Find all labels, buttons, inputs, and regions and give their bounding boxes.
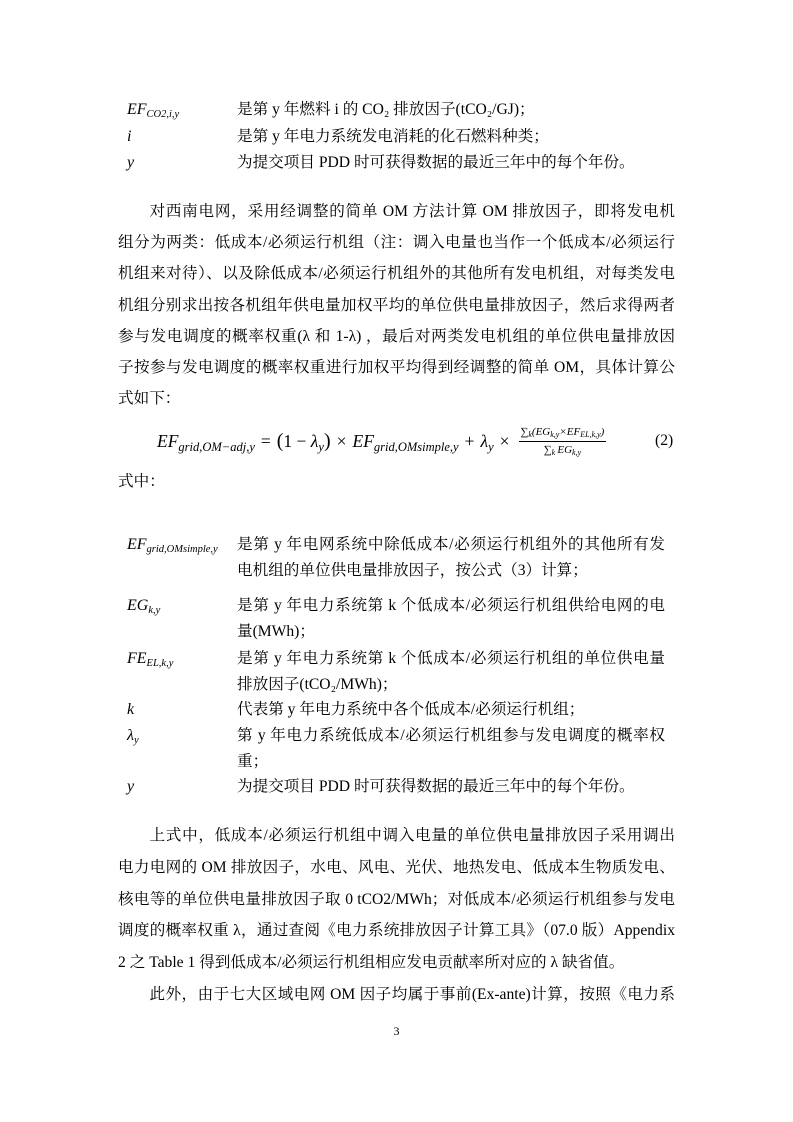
formula-ef-base: EF [352,430,374,451]
paragraph-ex-ante [118,979,675,1011]
definition-term [127,124,131,151]
definition-term [127,532,218,558]
term-base: i [127,128,132,145]
paragraph-line: 机组来对待）、以及除低成本/必须运行机组外的其他所有发电机组，对每类发电 [118,265,675,283]
paragraph-line: 调度的概率权重 λ，通过查阅《电力系统排放因子计算工具》（07.0 版）Appendix [118,922,675,940]
definition-line: 代表第 y 年电力系统中各个低成本/必须运行机组； [237,701,585,718]
definition-term [127,150,134,177]
formula-lambda-symbol: λ [310,430,319,451]
term-base: FE [127,650,147,667]
term-subscript: CO2,i,y [146,109,180,120]
definition-line: 是第 y 年电力系统发电消耗的化石燃料种类； [237,128,549,145]
formula-times: × [499,430,510,451]
paragraph-line: 组分为两类：低成本/必须运行机组（注：调入电量也当作一个低成本/必须运行 [118,234,675,252]
term-base: EF [127,101,147,118]
denominator-eg: EG [557,444,573,456]
definition-line: 量(MWh)； [237,622,315,640]
sum-symbol: ∑ [520,426,529,438]
numerator-ef-subscript: EL,k,y [580,430,601,439]
definition-text [237,97,665,124]
formula-equals: = [260,430,271,451]
definition-term [127,593,160,619]
formula-lambda [311,431,324,452]
definition-term [127,697,134,723]
definition-line: 是第 y 年电力系统第 k 个低成本/必须运行机组的单位供电量 [237,650,665,667]
definition-line: 是第 y 年电网系统中除低成本/必须运行机组外的其他所有发 [237,536,665,553]
definition-term [127,646,173,672]
equation-number: (2) [655,432,674,449]
formula-ef-subscript: grid,OMsimple,y [373,439,459,454]
definition-text [237,697,665,723]
term-base: k [127,701,135,718]
formula-times: × [336,430,347,451]
paragraph-om-method [118,196,675,414]
formula-lambda-subscript: y [488,439,494,454]
definition-term [127,723,139,749]
formula-lambda-symbol: λ [480,430,489,451]
definition-line: 为提交项目 PDD 时可获得数据的最近三年中的每个年份。 [237,778,635,795]
paragraph-low-cost-units [118,820,675,979]
sum-subscript: k [551,448,556,457]
page-number: 3 [393,1024,400,1038]
definition-text [237,150,665,177]
paragraph-line: 参与发电调度的概率权重(λ 和 1-λ) ，最后对两类发电机组的单位供电量排放因 [118,327,675,345]
formula-ef-simple [353,431,459,452]
numerator-eg-subscript: k,y [550,430,560,439]
formula-one-minus: 1 − [283,430,311,451]
paragraph-line: 此外，由于七大区域电网 OM 因子均属于事前(Ex-ante)计算，按照《电力系 [149,986,675,1003]
term-base: EG [127,597,149,614]
paragraph-line: 对西南电网，采用经调整的简单 OM 方法计算 OM 排放因子，即将发电机 [149,203,675,220]
formula-lambda [480,431,493,452]
formula-om-adjusted [157,421,606,461]
definition-term [127,774,134,800]
formula-denominator [542,442,583,457]
formula-open-paren: ( [276,429,284,452]
definition-line: 是第 y 年燃料 i 的 CO₂ 排放因子(tCO₂/GJ)； [237,101,535,118]
term-base: λ [127,727,134,744]
term-subscript: k,y [148,605,161,616]
paragraph-line: 机组分别求出按各机组年供电量加权平均的单位供电量排放因子，然后求得两者 [118,296,675,314]
term-subscript: EL,k,y [146,658,174,669]
definition-line: 电机组的单位供电量排放因子，按公式（3）计算； [237,561,588,579]
formula-lhs-base: EF [157,430,179,451]
where-label: 式中： [118,473,165,490]
term-base: EF [127,536,147,553]
definition-line: 第 y 年电力系统低成本/必须运行机组参与发电调度的概率权 [237,727,665,744]
definition-text [237,532,665,583]
definition-term [127,97,179,124]
formula-fraction [519,425,607,457]
paragraph-line: 核电等的单位供电量排放因子取 0 tCO2/MWh；对低成本/必须运行机组参与发电 [118,890,675,908]
numerator-eg: (EG [531,426,551,438]
formula-lhs-subscript: grid,OM−adj,y [178,439,255,454]
formula-lambda-subscript: y [318,439,324,454]
definition-line: 为提交项目 PDD 时可获得数据的最近三年中的每个年份。 [237,154,635,171]
definition-text [237,124,665,151]
numerator-close: ) [600,426,605,438]
sum-symbol: ∑ [543,444,552,456]
term-subscript: y [133,735,139,746]
definition-text [237,646,665,697]
paragraph-line: 式如下： [118,390,181,408]
term-base: y [127,778,135,795]
formula-plus: + [464,430,475,451]
definition-text [237,723,665,774]
term-subscript: grid,OMsimple,y [146,544,218,555]
definition-line: 重； [237,752,269,770]
formula-lhs [157,431,255,452]
formula-close-paren: ) [323,429,331,452]
definition-text [237,774,665,800]
paragraph-line: 子按参与发电调度的概率权重进行加权平均得到经调整的简单 OM，具体计算公 [118,359,675,377]
definition-line: 排放因子(tCO₂/MWh)； [237,675,398,693]
paragraph-line: 2 之 Table 1 得到低成本/必须运行机组相应发电贡献率所对应的 λ 缺省值。 [118,954,625,971]
paragraph-line: 上式中，低成本/必须运行机组中调入电量的单位供电量排放因子采用调出 [149,827,675,844]
paragraph-line: 电力电网的 OM 排放因子，水电、风电、光伏、地热发电、低成本生物质发电、 [118,858,675,876]
denominator-eg-subscript: k,y [572,448,582,457]
numerator-times-ef: ×EF [559,426,581,438]
formula-numerator [519,425,607,442]
sum-subscript: k [528,430,532,439]
definition-text [237,593,665,644]
term-base: y [127,154,135,171]
definition-line: 是第 y 年电力系统第 k 个低成本/必须运行机组供给电网的电 [237,597,665,614]
